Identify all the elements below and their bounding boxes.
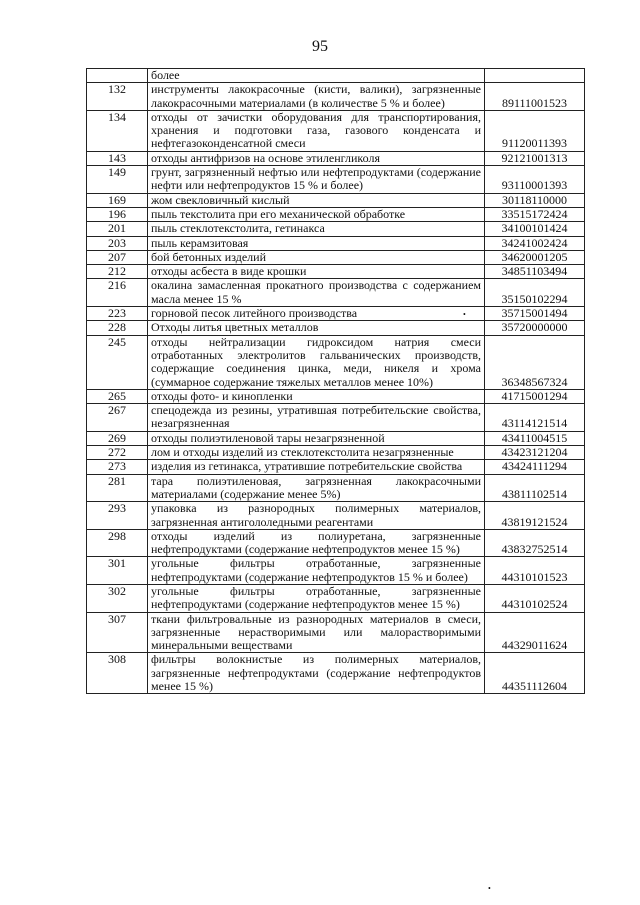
row-number: 203 (87, 236, 148, 250)
row-number: 134 (87, 110, 148, 151)
table-row (87, 236, 585, 250)
table-row (87, 250, 585, 264)
fkko-code: 43819121524 (485, 502, 585, 530)
waste-description: отходы антифризов на основе этиленгликоля (148, 151, 485, 165)
table-row (87, 69, 585, 83)
fkko-code: 43114121514 (485, 404, 585, 432)
waste-description: отходы нейтрализации гидроксидом натрия смеси отработанных электролитов гальванических производств, содержащие соединения цинка, меди, никеля и хрома (суммарное содержание тяжелых металлов менее 10%) (148, 335, 485, 389)
row-number: 273 (87, 460, 148, 474)
row-number: 269 (87, 431, 148, 445)
fkko-code: 43832752514 (485, 529, 585, 557)
row-number: 307 (87, 612, 148, 653)
row-number: 293 (87, 502, 148, 530)
table-row (87, 279, 585, 307)
fkko-code: 35720000000 (485, 321, 585, 335)
waste-description: бой бетонных изделий (148, 250, 485, 264)
table-row (87, 474, 585, 502)
scan-mark: • (488, 884, 491, 893)
row-number: 201 (87, 222, 148, 236)
waste-description: фильтры волокнистые из полимерных материалов, загрязненные нефтепродуктами (содержание нефтепродуктов менее 15 %) (148, 653, 485, 694)
waste-description: отходы фото- и кинопленки (148, 389, 485, 403)
row-number: 302 (87, 584, 148, 612)
fkko-code: 34620001205 (485, 250, 585, 264)
table-row (87, 612, 585, 653)
row-number: 228 (87, 321, 148, 335)
table-row (87, 529, 585, 557)
row-number: 267 (87, 404, 148, 432)
row-number: 265 (87, 389, 148, 403)
waste-description: тара полиэтиленовая, загрязненная лакокрасочными материалами (содержание менее 5%) (148, 474, 485, 502)
waste-description: инструменты лакокрасочные (кисти, валики), загрязненные лакокрасочными материалами (в количестве 5 % и более) (148, 83, 485, 111)
row-number: 216 (87, 279, 148, 307)
waste-description: отходы полиэтиленовой тары незагрязненной (148, 431, 485, 445)
row-number: 143 (87, 151, 148, 165)
table-row (87, 584, 585, 612)
fkko-code: 30118110000 (485, 193, 585, 207)
fkko-code (485, 69, 585, 83)
table-row (87, 321, 585, 335)
waste-description: Отходы литья цветных металлов (148, 321, 485, 335)
fkko-code: 33515172424 (485, 207, 585, 221)
waste-description: жом свекловичный кислый (148, 193, 485, 207)
waste-description: отходы асбеста в виде крошки (148, 265, 485, 279)
table-row (87, 222, 585, 236)
table-row (87, 502, 585, 530)
waste-description: пыль керамзитовая (148, 236, 485, 250)
waste-description: изделия из гетинакса, утратившие потребительские свойства (148, 460, 485, 474)
fkko-code: 35715001494 (485, 307, 585, 321)
fkko-code: 43411004515 (485, 431, 585, 445)
fkko-code: 34851103494 (485, 265, 585, 279)
row-number: 301 (87, 557, 148, 585)
waste-description: ткани фильтровальные из разнородных материалов в смеси, загрязненные нерастворимыми или малорастворимыми минеральными веществами (148, 612, 485, 653)
row-number: 223 (87, 307, 148, 321)
waste-description: угольные фильтры отработанные, загрязненные нефтепродуктами (содержание нефтепродуктов 15 % и более) (148, 557, 485, 585)
row-number (87, 69, 148, 83)
waste-description: угольные фильтры отработанные, загрязненные нефтепродуктами (содержание нефтепродуктов менее 15 %) (148, 584, 485, 612)
fkko-code: 44310101523 (485, 557, 585, 585)
fkko-code: 91120011393 (485, 110, 585, 151)
table-row (87, 446, 585, 460)
fkko-code: 41715001294 (485, 389, 585, 403)
table-row (87, 193, 585, 207)
table-row (87, 557, 585, 585)
table-row (87, 265, 585, 279)
fkko-code: 43811102514 (485, 474, 585, 502)
row-number: 272 (87, 446, 148, 460)
fkko-code: 34100101424 (485, 222, 585, 236)
row-number: 298 (87, 529, 148, 557)
table-row (87, 404, 585, 432)
row-number: 207 (87, 250, 148, 264)
row-number: 149 (87, 166, 148, 194)
fkko-code: 92121001313 (485, 151, 585, 165)
row-number: 281 (87, 474, 148, 502)
row-number: 196 (87, 207, 148, 221)
table-row (87, 110, 585, 151)
scan-mark: • (463, 310, 466, 319)
fkko-code: 44329011624 (485, 612, 585, 653)
fkko-code: 43424111294 (485, 460, 585, 474)
waste-description: пыль текстолита при его механической обработке (148, 207, 485, 221)
fkko-code: 44310102524 (485, 584, 585, 612)
row-number: 212 (87, 265, 148, 279)
table-row (87, 389, 585, 403)
fkko-code: 34241002424 (485, 236, 585, 250)
waste-table (86, 68, 585, 694)
waste-description: горновой песок литейного производства (148, 307, 485, 321)
waste-description: отходы от зачистки оборудования для транспортирования, хранения и подготовки газа, газового конденсата и нефтегазоконденсатной смеси (148, 110, 485, 151)
waste-description: пыль стеклотекстолита, гетинакса (148, 222, 485, 236)
fkko-code: 35150102294 (485, 279, 585, 307)
table-row (87, 307, 585, 321)
table-row (87, 207, 585, 221)
page-number: 95 (312, 38, 328, 55)
waste-description: упаковка из разнородных полимерных материалов, загрязненная антигололедными реагентами (148, 502, 485, 530)
table-row (87, 653, 585, 694)
table-row (87, 431, 585, 445)
fkko-code: 89111001523 (485, 83, 585, 111)
waste-description: спецодежда из резины, утратившая потребительские свойства, незагрязненная (148, 404, 485, 432)
table-row (87, 335, 585, 389)
fkko-code: 43423121204 (485, 446, 585, 460)
waste-description: более (148, 69, 485, 83)
table-row (87, 151, 585, 165)
table-row (87, 166, 585, 194)
fkko-code: 93110001393 (485, 166, 585, 194)
table-row (87, 460, 585, 474)
row-number: 169 (87, 193, 148, 207)
fkko-code: 44351112604 (485, 653, 585, 694)
waste-description: грунт, загрязненный нефтью или нефтепродуктами (содержание нефти или нефтепродуктов 15 % и более) (148, 166, 485, 194)
waste-description: окалина замасленная прокатного производства с содержанием масла менее 15 % (148, 279, 485, 307)
waste-description: лом и отходы изделий из стеклотекстолита незагрязненные (148, 446, 485, 460)
waste-description: отходы изделий из полиуретана, загрязненные нефтепродуктами (содержание нефтепродуктов менее 15 %) (148, 529, 485, 557)
row-number: 308 (87, 653, 148, 694)
table-row (87, 83, 585, 111)
fkko-code: 36348567324 (485, 335, 585, 389)
row-number: 245 (87, 335, 148, 389)
row-number: 132 (87, 83, 148, 111)
